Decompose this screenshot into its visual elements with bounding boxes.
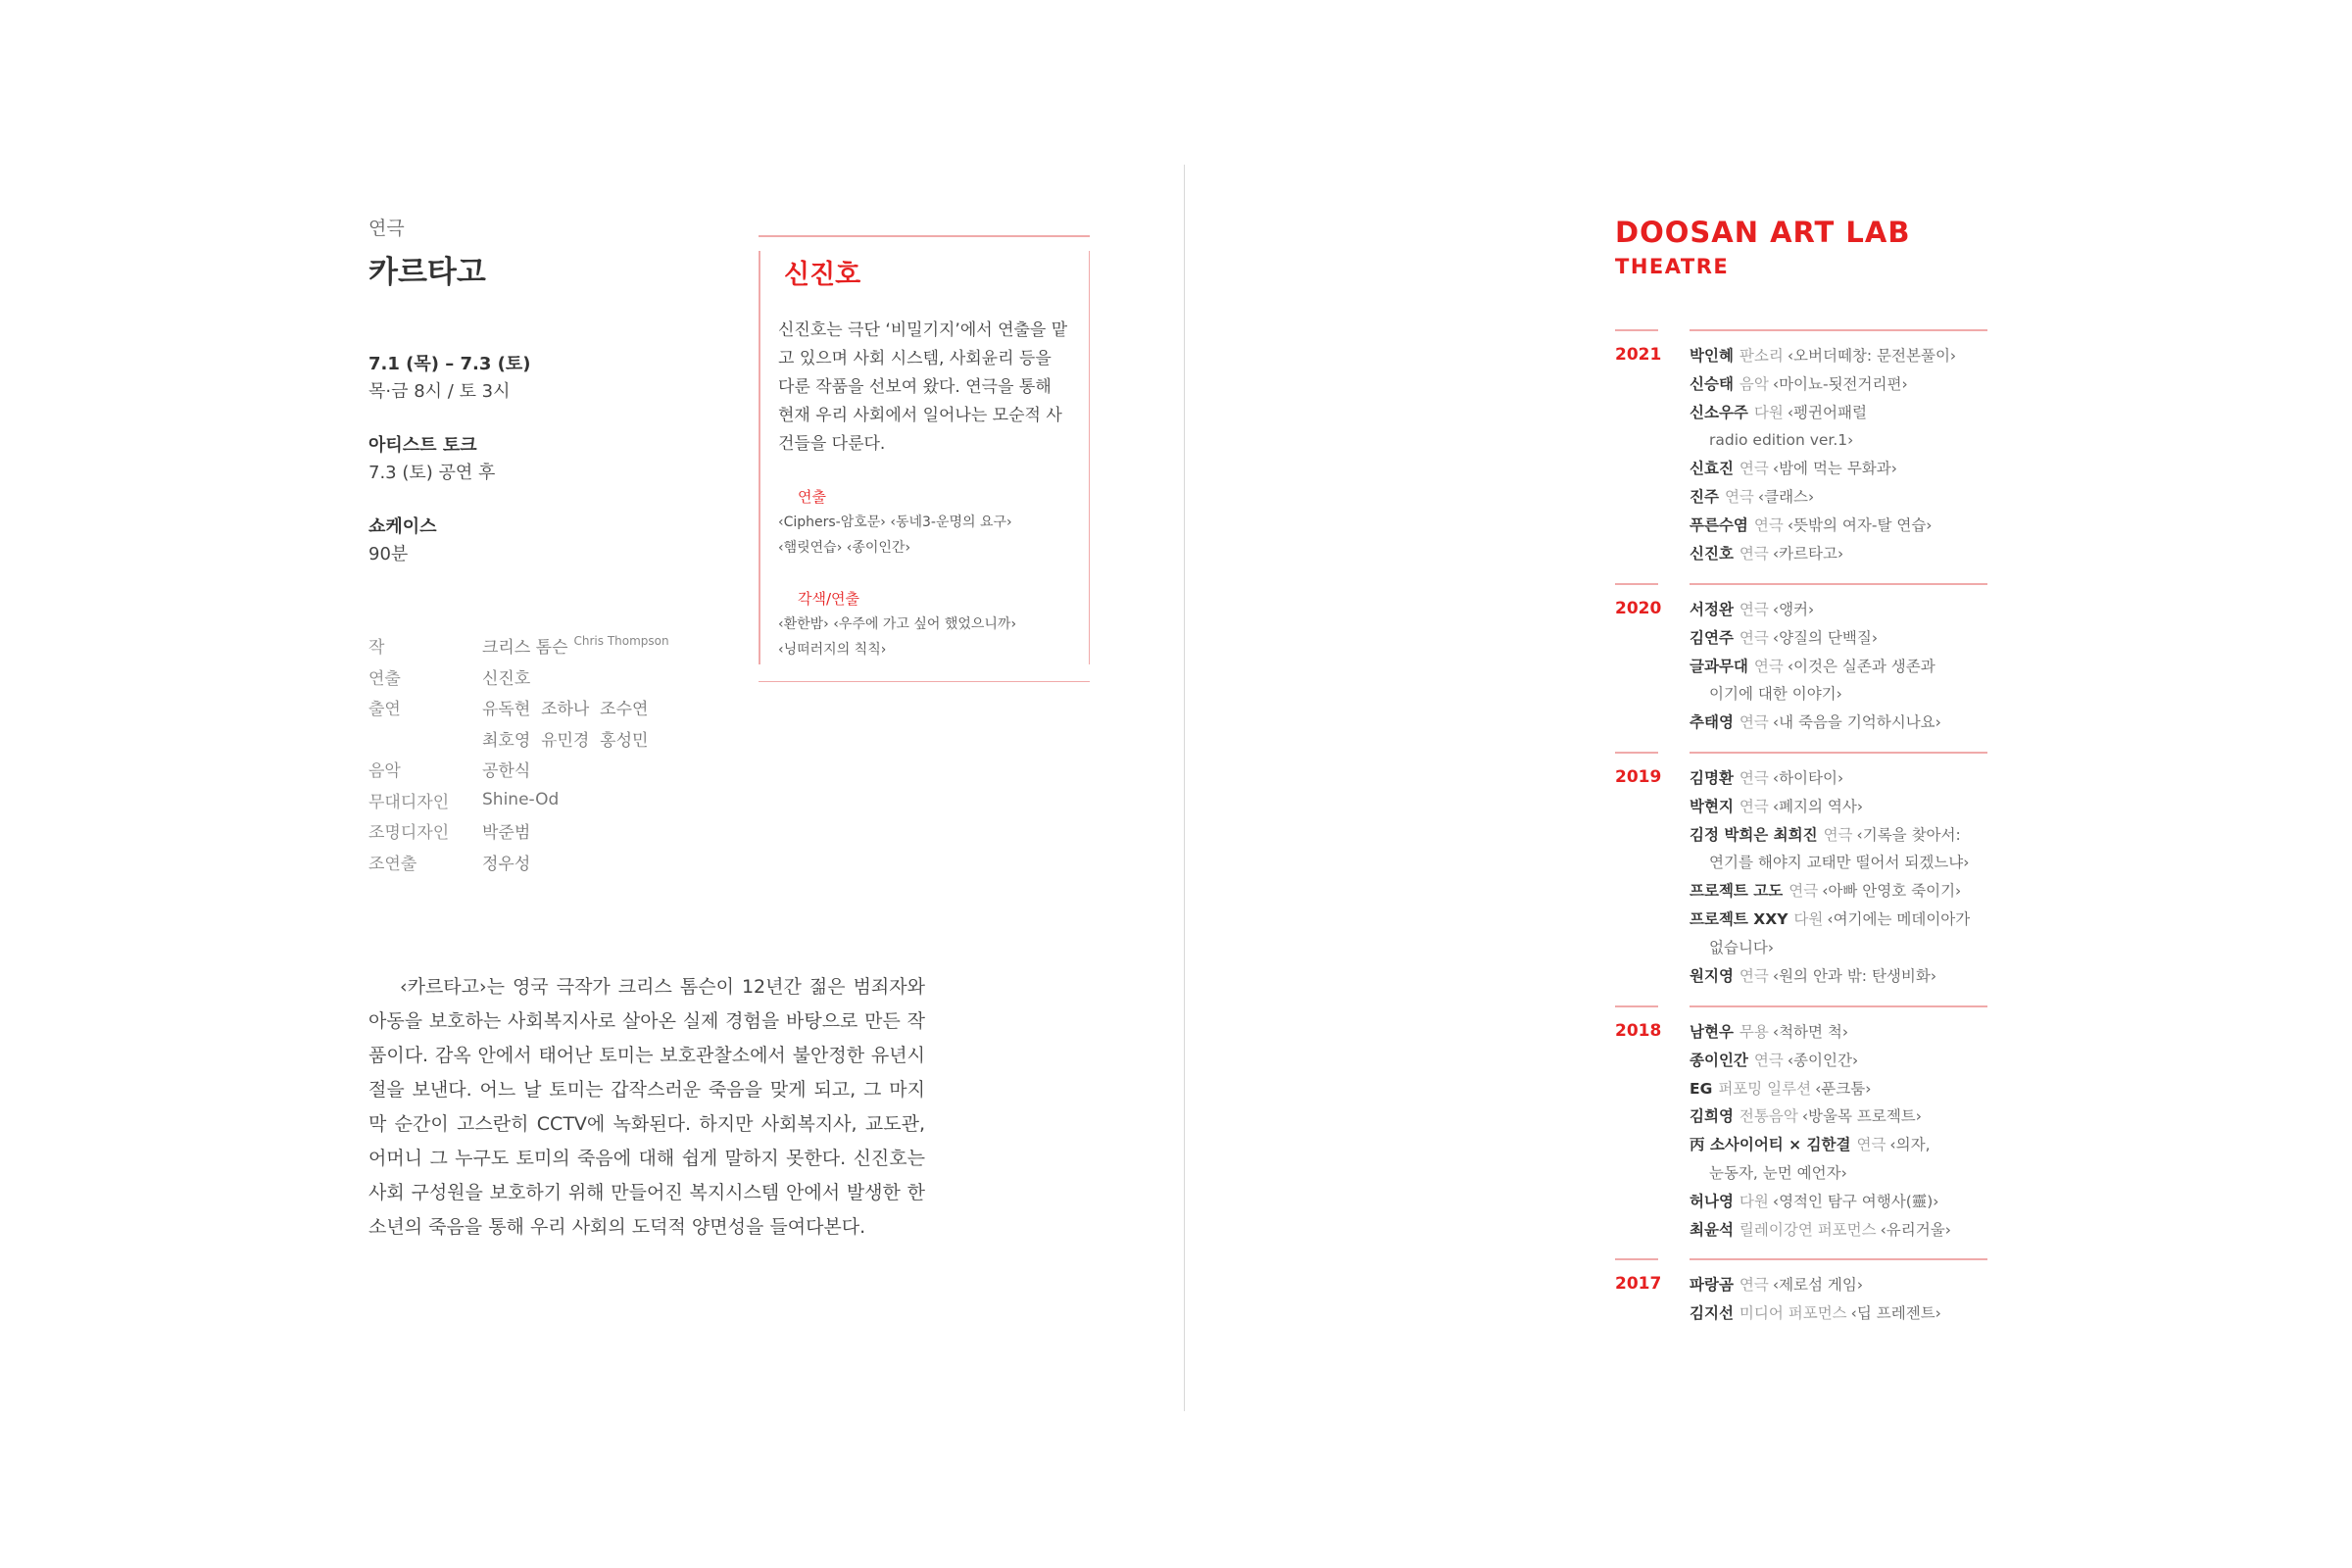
artist-name: 푸른수염 bbox=[1690, 515, 1748, 534]
work-title: ‹밤에 먹는 무화과› bbox=[1772, 460, 1897, 478]
program-entry bbox=[1690, 962, 1993, 991]
entries-rule bbox=[1690, 329, 1987, 331]
page-title: 카르타고 bbox=[368, 255, 486, 290]
work-title-continued: 눈동자, 눈먼 예언자› bbox=[1709, 1163, 1847, 1182]
work-title: ‹의자, bbox=[1889, 1136, 1931, 1154]
credit-row bbox=[368, 630, 780, 662]
work-title: ‹유리거울› bbox=[1880, 1220, 1951, 1239]
credit-value: 박준범 bbox=[482, 823, 531, 844]
credit-row bbox=[368, 815, 780, 847]
genre-label: 연극 bbox=[1856, 1136, 1886, 1154]
year-rule bbox=[1615, 583, 1658, 585]
adapt-works-line: ‹환한밤› ‹우주에 가고 싶어 했었으니까› bbox=[778, 616, 1017, 632]
genre-label: 연극 bbox=[1739, 628, 1769, 647]
schedule-block bbox=[368, 351, 531, 406]
genre-label: 퍼포밍 일루션 bbox=[1718, 1079, 1812, 1098]
work-title: ‹양질의 단백질› bbox=[1772, 628, 1879, 647]
credit-value: 정우성 bbox=[482, 854, 531, 874]
work-title: ‹폐지의 역사› bbox=[1772, 797, 1864, 815]
credit-label: 작 bbox=[368, 638, 385, 659]
artist-talk-text: 7.3 (토) 공연 후 bbox=[368, 463, 496, 483]
program-entry bbox=[1690, 1131, 1993, 1188]
directing-label: 연출 bbox=[798, 488, 826, 506]
year-rule bbox=[1615, 1005, 1658, 1007]
artist-name: 신승태 bbox=[1690, 374, 1734, 393]
directing-works-line: ‹햄릿연습› ‹종이인간› bbox=[778, 540, 911, 556]
genre-label: 연극 bbox=[1739, 966, 1769, 985]
brand-title: DOOSAN ART LAB bbox=[1615, 216, 1911, 249]
genre-label: 다원 bbox=[1793, 909, 1824, 928]
brand-subtitle: THEATRE bbox=[1615, 255, 1730, 278]
genre-label: 미디어 퍼포먼스 bbox=[1739, 1303, 1847, 1322]
date-range: 7.1 (목) – 7.3 (토) bbox=[368, 354, 531, 374]
work-title: ‹마이뇨-됫전거리편› bbox=[1772, 374, 1908, 393]
work-title: ‹클래스› bbox=[1757, 487, 1815, 506]
artist-talk-block bbox=[368, 432, 495, 487]
work-title: ‹펭귄어패럴 bbox=[1787, 403, 1867, 421]
genre-label: 무용 bbox=[1739, 1023, 1769, 1041]
artist-name: 신효진 bbox=[1690, 460, 1734, 478]
artist-name: 글과무대 bbox=[1690, 657, 1748, 675]
year-entries bbox=[1690, 342, 1993, 567]
genre-label: 연극 bbox=[1724, 487, 1754, 506]
program-entry bbox=[1690, 653, 1993, 710]
work-title: ‹오버더떼창: 문전본풀이› bbox=[1787, 347, 1957, 365]
program-entry bbox=[1690, 821, 1993, 878]
program-entry bbox=[1690, 764, 1993, 793]
genre-label: 연극 bbox=[1788, 882, 1819, 901]
program-entry bbox=[1690, 512, 1993, 540]
genre-label: 릴레이강연 퍼포먼스 bbox=[1739, 1220, 1877, 1239]
work-title: ‹영적인 탐구 여행사(靈)› bbox=[1772, 1192, 1939, 1210]
adapt-direct-label: 각색/연출 bbox=[798, 590, 860, 608]
work-title: ‹방울목 프로젝트› bbox=[1801, 1107, 1922, 1126]
program-entry bbox=[1690, 370, 1993, 399]
artist-name: 신소우주 bbox=[1690, 403, 1748, 421]
genre-label: 연극 bbox=[1753, 1051, 1784, 1069]
program-entry bbox=[1690, 1018, 1993, 1047]
showcase-block bbox=[368, 514, 437, 568]
showcase-text: 90분 bbox=[368, 544, 409, 564]
year-label: 2019 bbox=[1615, 767, 1662, 787]
artist-name: 丙 소사이어티 × 김한결 bbox=[1690, 1136, 1851, 1154]
artist-name: 김지선 bbox=[1690, 1303, 1734, 1322]
credit-row bbox=[368, 723, 780, 755]
synopsis-paragraph: ‹카르타고›는 영국 극작가 크리스 톰슨이 12년간 젊은 범죄자와 아동을 보호하는 사회복지사로 살아온 실제 경험을 바탕으로 만든 작품이다. 감옥 안에서 태어난 토미는 보호관찰소에서 불안정한 유년시절을 보낸다. 어느 날 토미는 갑작스러운 죽음을 맞게 되고, 그 마지막 순간이 고스란히 CCTV에 녹화된다. 하지만 사회복지사, 교도관, 어머니 그 누구도 토미의 죽음에 대해 쉽게 말하지 못한다. 신진호는 사회 구성원을 보호하기 위해 만들어진 복지시스템 안에서 발생한 한 소년의 죽음을 통해 우리 사회의 도덕적 양면성을 들여다본다. bbox=[368, 976, 925, 1238]
genre-label: 연극 bbox=[1739, 797, 1769, 815]
genre-label: 전통음악 bbox=[1739, 1107, 1798, 1126]
artist-name: 파랑곰 bbox=[1690, 1276, 1734, 1294]
credit-label: 무대디자인 bbox=[368, 792, 450, 812]
artist-name: 김희영 bbox=[1690, 1107, 1734, 1126]
program-entry bbox=[1690, 540, 1993, 568]
genre-label: 연극 bbox=[1739, 769, 1769, 787]
credit-label: 음악 bbox=[368, 761, 401, 782]
work-title: ‹척하면 척› bbox=[1772, 1023, 1849, 1041]
box-bottom-rule bbox=[759, 681, 1090, 683]
program-entry bbox=[1690, 342, 1993, 370]
artist-name: 진주 bbox=[1690, 487, 1719, 506]
credit-value: 최호영 유민경 홍성민 bbox=[482, 730, 649, 751]
program-entry bbox=[1690, 596, 1993, 624]
program-entry bbox=[1690, 399, 1993, 456]
credit-row bbox=[368, 847, 780, 878]
credit-value: 크리스 톰슨 bbox=[482, 638, 568, 659]
genre-label: 연극 bbox=[1739, 460, 1769, 478]
credit-label: 조명디자인 bbox=[368, 823, 450, 844]
credit-row bbox=[368, 785, 780, 816]
director-profile-box bbox=[759, 235, 1090, 682]
credit-value-english: Chris Thompson bbox=[573, 633, 669, 648]
genre-label: 다원 bbox=[1753, 403, 1784, 421]
box-right-rule bbox=[1089, 251, 1091, 664]
artist-name: 김정 박희은 최희진 bbox=[1690, 825, 1818, 844]
directing-works-line: ‹Ciphers-암호문› ‹동네3-운명의 요구› bbox=[778, 514, 1012, 530]
directing-works bbox=[778, 510, 1072, 561]
work-title-continued: 없습니다› bbox=[1709, 938, 1775, 956]
work-title: ‹뜻밖의 여자-탈 연습› bbox=[1787, 515, 1933, 534]
work-title: ‹원의 안과 밖: 탄생비화› bbox=[1772, 966, 1937, 985]
year-entries bbox=[1690, 1271, 1993, 1328]
work-title: ‹여기에는 메데이아가 bbox=[1827, 909, 1971, 928]
credit-value: 유독현 조하나 조수연 bbox=[482, 700, 649, 720]
genre-label: 판소리 bbox=[1739, 347, 1784, 365]
year-label: 2018 bbox=[1615, 1021, 1662, 1041]
show-times: 목·금 8시 / 토 3시 bbox=[368, 381, 511, 402]
credit-value: Shine-Od bbox=[482, 790, 560, 810]
work-title: ‹하이타이› bbox=[1772, 769, 1844, 787]
program-entry bbox=[1690, 1075, 1993, 1103]
work-title: ‹내 죽음을 기억하시나요› bbox=[1772, 713, 1941, 732]
year-label: 2021 bbox=[1615, 345, 1662, 365]
credit-value: 공한식 bbox=[482, 761, 531, 782]
program-entry bbox=[1690, 624, 1993, 653]
adapt-works-line: ‹닝떠러지의 칙칙› bbox=[778, 642, 887, 658]
genre-label: 연극 bbox=[1823, 825, 1853, 844]
entries-rule bbox=[1690, 583, 1987, 585]
adapt-direct-works bbox=[778, 612, 1072, 662]
artist-name: 추태영 bbox=[1690, 713, 1734, 732]
artist-name: EG bbox=[1690, 1079, 1713, 1098]
work-title: ‹카르타고› bbox=[1772, 544, 1844, 563]
credits-list bbox=[368, 630, 780, 877]
director-name: 신진호 bbox=[784, 260, 861, 290]
director-bio: 신진호는 극단 ‘비밀기지’에서 연출을 맡고 있으며 사회 시스템, 사회윤리 등을 다룬 작품을 선보여 왔다. 연극을 통해 현재 우리 사회에서 일어나는 모순적 사건들을 다룬다. bbox=[778, 320, 1068, 454]
artist-name: 서정완 bbox=[1690, 601, 1734, 618]
year-rule bbox=[1615, 1258, 1658, 1260]
program-entry bbox=[1690, 1299, 1993, 1328]
work-title: ‹아빠 안영호 죽이기› bbox=[1822, 882, 1962, 901]
program-entry bbox=[1690, 1188, 1993, 1216]
work-title: ‹딥 프레젠트› bbox=[1850, 1303, 1941, 1322]
year-entries bbox=[1690, 596, 1993, 737]
artist-name: 김명환 bbox=[1690, 769, 1734, 787]
genre-label: 연극 bbox=[1753, 515, 1784, 534]
year-entries bbox=[1690, 1018, 1993, 1244]
artist-talk-heading: 아티스트 토크 bbox=[368, 435, 477, 456]
artist-name: 김연주 bbox=[1690, 628, 1734, 647]
program-entry bbox=[1690, 793, 1993, 821]
genre-label: 다원 bbox=[1739, 1192, 1769, 1210]
year-label: 2017 bbox=[1615, 1274, 1662, 1294]
genre-label: 음악 bbox=[1739, 374, 1769, 393]
program-entry bbox=[1690, 455, 1993, 483]
artist-name: 원지영 bbox=[1690, 966, 1734, 985]
year-entries bbox=[1690, 764, 1993, 990]
work-title: ‹종이인간› bbox=[1787, 1051, 1859, 1069]
program-entry bbox=[1690, 877, 1993, 906]
artist-name: 박현지 bbox=[1690, 797, 1734, 815]
work-title: ‹앵커› bbox=[1772, 601, 1815, 618]
genre-label: 연극 bbox=[1739, 544, 1769, 563]
program-entry bbox=[1690, 1271, 1993, 1299]
credit-row bbox=[368, 754, 780, 785]
year-rule bbox=[1615, 329, 1658, 331]
year-label: 2020 bbox=[1615, 599, 1662, 618]
box-left-rule bbox=[759, 251, 760, 664]
credit-label: 연출 bbox=[368, 668, 401, 689]
genre-label: 연극 bbox=[1739, 713, 1769, 732]
work-title-continued: 이기에 대한 이야기› bbox=[1709, 685, 1842, 704]
work-title-continued: radio edition ver.1› bbox=[1709, 431, 1854, 450]
work-title: ‹제로섬 게임› bbox=[1772, 1276, 1864, 1294]
credit-label: 조연출 bbox=[368, 854, 417, 874]
showcase-heading: 쇼케이스 bbox=[368, 516, 437, 537]
artist-name: 최윤석 bbox=[1690, 1220, 1734, 1239]
artist-name: 허나영 bbox=[1690, 1192, 1734, 1210]
work-title: ‹푼크툼› bbox=[1815, 1079, 1872, 1098]
credit-value: 신진호 bbox=[482, 668, 531, 689]
credit-label: 출연 bbox=[368, 700, 401, 720]
artist-name: 신진호 bbox=[1690, 544, 1734, 563]
program-entry bbox=[1690, 483, 1993, 512]
work-title: ‹이것은 실존과 생존과 bbox=[1787, 657, 1936, 675]
entries-rule bbox=[1690, 1005, 1987, 1007]
entries-rule bbox=[1690, 1258, 1987, 1260]
work-title: ‹기록을 찾아서: bbox=[1856, 825, 1961, 844]
box-top-rule bbox=[759, 235, 1090, 237]
program-entry bbox=[1690, 1047, 1993, 1075]
artist-name: 프로젝트 XXY bbox=[1690, 909, 1788, 928]
artist-name: 박인혜 bbox=[1690, 347, 1734, 365]
credit-row bbox=[368, 692, 780, 723]
artist-name: 종이인간 bbox=[1690, 1051, 1748, 1069]
program-entry bbox=[1690, 906, 1993, 962]
genre-label: 연극 bbox=[1739, 601, 1769, 618]
category-label: 연극 bbox=[368, 218, 405, 239]
artist-name: 프로젝트 고도 bbox=[1690, 882, 1784, 901]
credit-row bbox=[368, 662, 780, 693]
entries-rule bbox=[1690, 752, 1987, 754]
year-rule bbox=[1615, 752, 1658, 754]
program-entry bbox=[1690, 709, 1993, 737]
program-entry bbox=[1690, 1216, 1993, 1245]
genre-label: 연극 bbox=[1753, 657, 1784, 675]
genre-label: 연극 bbox=[1739, 1276, 1769, 1294]
program-entry bbox=[1690, 1102, 1993, 1131]
work-title-continued: 연기를 해야지 교태만 떨어서 되겠느냐› bbox=[1709, 854, 1970, 872]
page-divider bbox=[1184, 165, 1185, 1411]
artist-name: 남현우 bbox=[1690, 1023, 1734, 1041]
